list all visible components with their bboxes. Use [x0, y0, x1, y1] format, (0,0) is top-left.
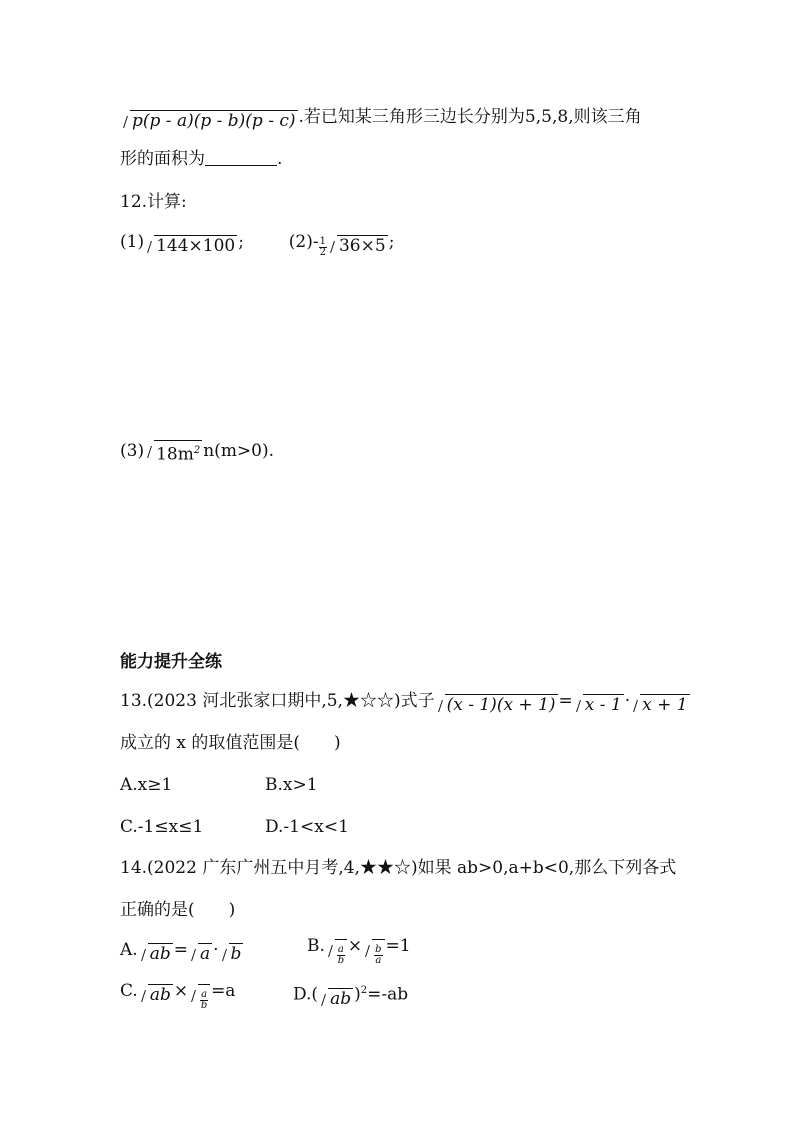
q14-option-c[interactable]: C. ab × $\frac{a}{b}$ =a: [120, 981, 236, 1011]
q14-option-a[interactable]: A. ab = a · b: [120, 939, 244, 965]
sqrt-p3: $18m^2$: [144, 440, 203, 466]
sqrt-x-plus-1: x + 1: [630, 694, 690, 716]
q13-option-a[interactable]: A.x≥1: [120, 775, 173, 795]
q12-part-3: [120, 440, 274, 466]
sqrt-p2: 36×5: [327, 235, 389, 257]
fraction-half: $\frac{1}{2}$: [319, 236, 326, 258]
q13-stem2: 成立的 x 的取值范围是( ): [120, 733, 341, 753]
q12-p2-label: (2)-: [288, 232, 319, 252]
q12-title: 12.计算:: [120, 192, 187, 212]
q11-text2: 形的面积为: [120, 149, 205, 169]
q12-p3-label: (3): [120, 441, 145, 461]
q13-option-c[interactable]: C.-1≤x≤1: [120, 817, 204, 837]
q13-stem1: 13.(2023 河北张家口期中,5,★☆☆)式子: [120, 691, 435, 711]
q11-text1: .若已知某三角形三边长分别为5,5,8,则该三角: [298, 107, 642, 127]
q13-option-b[interactable]: B.x>1: [265, 775, 318, 795]
q11-line2: [120, 148, 282, 170]
q14-stem2: 正确的是( ): [120, 900, 236, 920]
q14-option-b[interactable]: B. $\frac{a}{b}$ × $\frac{b}{a}$ =1: [307, 936, 411, 966]
q12-parts-1-2: [120, 231, 394, 258]
sqrt-x-minus-1: x - 1: [573, 694, 625, 716]
q14-option-d[interactable]: D.( ab )$^2$=-ab: [293, 984, 409, 1009]
q11-text3: .: [277, 149, 283, 169]
q12-p3-end: n(m>0).: [203, 441, 275, 461]
q12-p1-end: ;: [238, 232, 244, 252]
sqrt-product: (x - 1)(x + 1): [435, 694, 559, 716]
sqrt-p1: 144×100: [144, 235, 238, 257]
q14-stem1: 14.(2022 广东广州五中月考,4,★★☆)如果 ab>0,a+b<0,那么下列各式: [120, 858, 677, 878]
q12-p2-end: ;: [388, 232, 395, 252]
q11-line1: [120, 106, 642, 132]
q13-stem-line1: 13.(2023 河北张家口期中,5,★☆☆)式子 (x - 1)(x + 1) = x - 1 · x + 1: [120, 690, 691, 716]
q13-option-d[interactable]: D.-1<x<1: [265, 817, 349, 837]
q12-p1-label: (1): [120, 232, 145, 252]
section-title: 能力提升全练: [120, 652, 222, 672]
sqrt-heron: p(p - a)(p - b)(p - c): [120, 110, 299, 132]
answer-blank[interactable]: [205, 149, 277, 166]
